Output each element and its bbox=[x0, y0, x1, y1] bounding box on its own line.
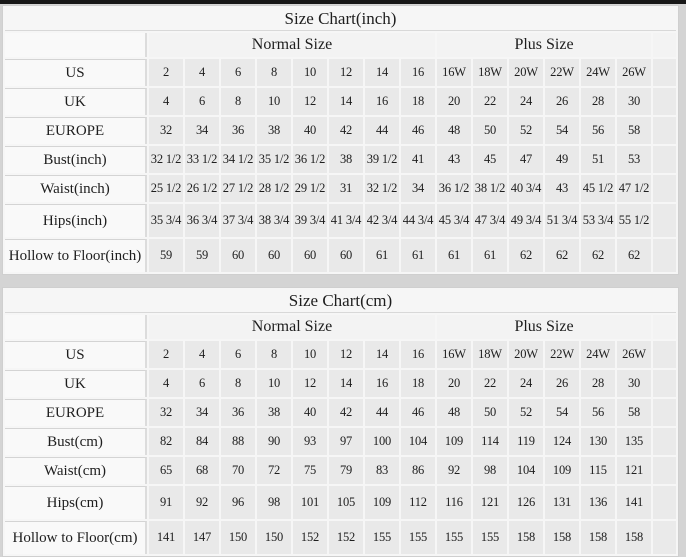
cell-value: 12 bbox=[329, 341, 363, 368]
corner-cell bbox=[5, 33, 147, 57]
cell-value: 56 bbox=[581, 399, 615, 426]
cell-value: 75 bbox=[293, 457, 327, 484]
cell-value: 97 bbox=[329, 428, 363, 455]
cell-value: 52 bbox=[509, 399, 543, 426]
cell-value: 100 bbox=[365, 428, 399, 455]
filler-cell bbox=[653, 428, 676, 455]
cell-value: 2 bbox=[149, 59, 183, 86]
filler-cell bbox=[653, 175, 676, 202]
cell-value: 92 bbox=[185, 486, 219, 519]
cell-value: 59 bbox=[185, 239, 219, 272]
cell-value: 158 bbox=[617, 521, 651, 554]
cell-value: 62 bbox=[545, 239, 579, 272]
cell-value: 98 bbox=[257, 486, 291, 519]
cell-value: 50 bbox=[473, 117, 507, 144]
group-header-row bbox=[5, 315, 676, 339]
cell-value: 10 bbox=[257, 370, 291, 397]
cell-value: 51 bbox=[581, 146, 615, 173]
cell-value: 36 1/2 bbox=[437, 175, 471, 202]
cell-value: 101 bbox=[293, 486, 327, 519]
cell-value: 38 bbox=[257, 117, 291, 144]
cell-value: 26W bbox=[617, 341, 651, 368]
cell-value: 61 bbox=[437, 239, 471, 272]
cell-value: 112 bbox=[401, 486, 435, 519]
cell-value: 16W bbox=[437, 341, 471, 368]
cell-value: 61 bbox=[473, 239, 507, 272]
cell-value: 33 1/2 bbox=[185, 146, 219, 173]
cell-value: 152 bbox=[293, 521, 327, 554]
cell-value: 49 bbox=[545, 146, 579, 173]
group-header-row bbox=[5, 33, 676, 57]
filler-cell bbox=[653, 33, 676, 57]
filler-cell bbox=[653, 146, 676, 173]
cell-value: 60 bbox=[257, 239, 291, 272]
cell-value: 20W bbox=[509, 341, 543, 368]
cell-value: 62 bbox=[509, 239, 543, 272]
cell-value: 155 bbox=[365, 521, 399, 554]
row-label: EUROPE bbox=[5, 117, 147, 144]
table-row bbox=[5, 204, 676, 237]
table-row bbox=[5, 370, 676, 397]
cell-value: 44 bbox=[365, 399, 399, 426]
cell-value: 56 bbox=[581, 117, 615, 144]
cell-value: 4 bbox=[149, 370, 183, 397]
cell-value: 29 1/2 bbox=[293, 175, 327, 202]
table-row bbox=[5, 428, 676, 455]
table-row bbox=[5, 521, 676, 554]
cell-value: 83 bbox=[365, 457, 399, 484]
table-row bbox=[5, 175, 676, 202]
table-row bbox=[5, 486, 676, 519]
table-title: Size Chart(inch) bbox=[5, 8, 676, 31]
cell-value: 2 bbox=[149, 341, 183, 368]
cell-value: 10 bbox=[293, 341, 327, 368]
cell-value: 10 bbox=[257, 88, 291, 115]
cell-value: 52 bbox=[509, 117, 543, 144]
cell-value: 50 bbox=[473, 399, 507, 426]
cell-value: 61 bbox=[401, 239, 435, 272]
cell-value: 16 bbox=[365, 88, 399, 115]
cell-value: 152 bbox=[329, 521, 363, 554]
cell-value: 114 bbox=[473, 428, 507, 455]
cell-value: 14 bbox=[365, 59, 399, 86]
normal-size-header: Normal Size bbox=[149, 33, 435, 57]
row-label: UK bbox=[5, 88, 147, 115]
cell-value: 47 1/2 bbox=[617, 175, 651, 202]
row-label: Hollow to Floor(inch) bbox=[5, 239, 147, 272]
row-label: Hollow to Floor(cm) bbox=[5, 521, 147, 554]
cell-value: 32 1/2 bbox=[365, 175, 399, 202]
cell-value: 126 bbox=[509, 486, 543, 519]
normal-size-header: Normal Size bbox=[149, 315, 435, 339]
cell-value: 35 3/4 bbox=[149, 204, 183, 237]
cell-value: 30 bbox=[617, 88, 651, 115]
cell-value: 119 bbox=[509, 428, 543, 455]
cell-value: 40 3/4 bbox=[509, 175, 543, 202]
filler-cell bbox=[653, 204, 676, 237]
cell-value: 104 bbox=[401, 428, 435, 455]
corner-cell bbox=[5, 315, 147, 339]
cell-value: 16W bbox=[437, 59, 471, 86]
cell-value: 34 bbox=[185, 399, 219, 426]
size-chart-cm-table bbox=[2, 287, 679, 557]
cell-value: 46 bbox=[401, 117, 435, 144]
cell-value: 4 bbox=[185, 341, 219, 368]
cell-value: 36 bbox=[221, 117, 255, 144]
cell-value: 26 1/2 bbox=[185, 175, 219, 202]
filler-cell bbox=[653, 239, 676, 272]
cell-value: 18W bbox=[473, 341, 507, 368]
table-row bbox=[5, 341, 676, 368]
filler-cell bbox=[653, 370, 676, 397]
cell-value: 79 bbox=[329, 457, 363, 484]
row-label: Hips(cm) bbox=[5, 486, 147, 519]
cell-value: 54 bbox=[545, 117, 579, 144]
size-charts-container bbox=[0, 4, 686, 557]
table-body bbox=[5, 341, 676, 554]
table-row bbox=[5, 59, 676, 86]
cell-value: 16 bbox=[401, 341, 435, 368]
cell-value: 109 bbox=[365, 486, 399, 519]
cell-value: 4 bbox=[185, 59, 219, 86]
cell-value: 27 1/2 bbox=[221, 175, 255, 202]
cell-value: 44 bbox=[365, 117, 399, 144]
cell-value: 34 bbox=[185, 117, 219, 144]
cell-value: 131 bbox=[545, 486, 579, 519]
cell-value: 24W bbox=[581, 59, 615, 86]
cell-value: 155 bbox=[437, 521, 471, 554]
cell-value: 14 bbox=[329, 88, 363, 115]
cell-value: 62 bbox=[617, 239, 651, 272]
title-row bbox=[5, 290, 676, 313]
cell-value: 20 bbox=[437, 88, 471, 115]
cell-value: 12 bbox=[329, 59, 363, 86]
table-row bbox=[5, 399, 676, 426]
cell-value: 41 bbox=[401, 146, 435, 173]
cell-value: 38 bbox=[257, 399, 291, 426]
filler-cell bbox=[653, 341, 676, 368]
title-row bbox=[5, 8, 676, 31]
row-label: UK bbox=[5, 370, 147, 397]
cell-value: 28 bbox=[581, 370, 615, 397]
row-label: US bbox=[5, 341, 147, 368]
cell-value: 10 bbox=[293, 59, 327, 86]
cell-value: 6 bbox=[221, 341, 255, 368]
cell-value: 36 1/2 bbox=[293, 146, 327, 173]
cell-value: 26W bbox=[617, 59, 651, 86]
cell-value: 55 1/2 bbox=[617, 204, 651, 237]
filler-cell bbox=[653, 117, 676, 144]
table-row bbox=[5, 239, 676, 272]
cell-value: 82 bbox=[149, 428, 183, 455]
cell-value: 61 bbox=[365, 239, 399, 272]
cell-value: 150 bbox=[257, 521, 291, 554]
cell-value: 32 bbox=[149, 117, 183, 144]
row-label: Hips(inch) bbox=[5, 204, 147, 237]
cell-value: 46 bbox=[401, 399, 435, 426]
cell-value: 49 3/4 bbox=[509, 204, 543, 237]
cell-value: 84 bbox=[185, 428, 219, 455]
cell-value: 130 bbox=[581, 428, 615, 455]
cell-value: 86 bbox=[401, 457, 435, 484]
cell-value: 8 bbox=[221, 370, 255, 397]
cell-value: 6 bbox=[221, 59, 255, 86]
cell-value: 43 bbox=[437, 146, 471, 173]
cell-value: 72 bbox=[257, 457, 291, 484]
cell-value: 58 bbox=[617, 117, 651, 144]
filler-cell bbox=[653, 399, 676, 426]
cell-value: 53 bbox=[617, 146, 651, 173]
cell-value: 22 bbox=[473, 370, 507, 397]
table-row bbox=[5, 117, 676, 144]
table-title: Size Chart(cm) bbox=[5, 290, 676, 313]
row-label: Waist(cm) bbox=[5, 457, 147, 484]
filler-cell bbox=[653, 521, 676, 554]
cell-value: 8 bbox=[257, 59, 291, 86]
cell-value: 158 bbox=[545, 521, 579, 554]
cell-value: 40 bbox=[293, 399, 327, 426]
filler-cell bbox=[653, 457, 676, 484]
cell-value: 28 bbox=[581, 88, 615, 115]
cell-value: 16 bbox=[401, 59, 435, 86]
cell-value: 14 bbox=[365, 341, 399, 368]
cell-value: 38 1/2 bbox=[473, 175, 507, 202]
cell-value: 70 bbox=[221, 457, 255, 484]
cell-value: 36 bbox=[221, 399, 255, 426]
cell-value: 43 bbox=[545, 175, 579, 202]
filler-cell bbox=[653, 88, 676, 115]
cell-value: 45 1/2 bbox=[581, 175, 615, 202]
cell-value: 62 bbox=[581, 239, 615, 272]
cell-value: 12 bbox=[293, 88, 327, 115]
table-body bbox=[5, 59, 676, 272]
cell-value: 51 3/4 bbox=[545, 204, 579, 237]
cell-value: 6 bbox=[185, 370, 219, 397]
cell-value: 22W bbox=[545, 59, 579, 86]
cell-value: 20 bbox=[437, 370, 471, 397]
cell-value: 34 bbox=[401, 175, 435, 202]
cell-value: 36 3/4 bbox=[185, 204, 219, 237]
cell-value: 47 bbox=[509, 146, 543, 173]
cell-value: 28 1/2 bbox=[257, 175, 291, 202]
cell-value: 109 bbox=[545, 457, 579, 484]
cell-value: 22 bbox=[473, 88, 507, 115]
cell-value: 90 bbox=[257, 428, 291, 455]
cell-value: 136 bbox=[581, 486, 615, 519]
plus-size-header: Plus Size bbox=[437, 315, 651, 339]
cell-value: 14 bbox=[329, 370, 363, 397]
cell-value: 34 1/2 bbox=[221, 146, 255, 173]
cell-value: 24 bbox=[509, 370, 543, 397]
cell-value: 26 bbox=[545, 370, 579, 397]
cell-value: 35 1/2 bbox=[257, 146, 291, 173]
cell-value: 18 bbox=[401, 88, 435, 115]
cell-value: 109 bbox=[437, 428, 471, 455]
cell-value: 30 bbox=[617, 370, 651, 397]
cell-value: 48 bbox=[437, 399, 471, 426]
cell-value: 42 bbox=[329, 117, 363, 144]
cell-value: 92 bbox=[437, 457, 471, 484]
cell-value: 60 bbox=[293, 239, 327, 272]
cell-value: 53 3/4 bbox=[581, 204, 615, 237]
cell-value: 12 bbox=[293, 370, 327, 397]
cell-value: 54 bbox=[545, 399, 579, 426]
row-label: Waist(inch) bbox=[5, 175, 147, 202]
cell-value: 18 bbox=[401, 370, 435, 397]
cell-value: 155 bbox=[401, 521, 435, 554]
table-row bbox=[5, 146, 676, 173]
cell-value: 58 bbox=[617, 399, 651, 426]
cell-value: 91 bbox=[149, 486, 183, 519]
cell-value: 26 bbox=[545, 88, 579, 115]
cell-value: 105 bbox=[329, 486, 363, 519]
table-row bbox=[5, 457, 676, 484]
cell-value: 60 bbox=[329, 239, 363, 272]
cell-value: 16 bbox=[365, 370, 399, 397]
cell-value: 155 bbox=[473, 521, 507, 554]
cell-value: 135 bbox=[617, 428, 651, 455]
cell-value: 48 bbox=[437, 117, 471, 144]
cell-value: 38 bbox=[329, 146, 363, 173]
plus-size-header: Plus Size bbox=[437, 33, 651, 57]
cell-value: 104 bbox=[509, 457, 543, 484]
cell-value: 6 bbox=[185, 88, 219, 115]
cell-value: 116 bbox=[437, 486, 471, 519]
cell-value: 115 bbox=[581, 457, 615, 484]
cell-value: 32 bbox=[149, 399, 183, 426]
cell-value: 158 bbox=[509, 521, 543, 554]
row-label: US bbox=[5, 59, 147, 86]
cell-value: 60 bbox=[221, 239, 255, 272]
cell-value: 4 bbox=[149, 88, 183, 115]
cell-value: 42 3/4 bbox=[365, 204, 399, 237]
cell-value: 121 bbox=[473, 486, 507, 519]
cell-value: 158 bbox=[581, 521, 615, 554]
cell-value: 68 bbox=[185, 457, 219, 484]
cell-value: 22W bbox=[545, 341, 579, 368]
cell-value: 59 bbox=[149, 239, 183, 272]
cell-value: 45 bbox=[473, 146, 507, 173]
filler-cell bbox=[653, 59, 676, 86]
row-label: EUROPE bbox=[5, 399, 147, 426]
size-chart-inch-table bbox=[2, 5, 679, 275]
cell-value: 32 1/2 bbox=[149, 146, 183, 173]
cell-value: 44 3/4 bbox=[401, 204, 435, 237]
cell-value: 96 bbox=[221, 486, 255, 519]
cell-value: 39 1/2 bbox=[365, 146, 399, 173]
row-label: Bust(cm) bbox=[5, 428, 147, 455]
cell-value: 20W bbox=[509, 59, 543, 86]
cell-value: 38 3/4 bbox=[257, 204, 291, 237]
cell-value: 39 3/4 bbox=[293, 204, 327, 237]
cell-value: 25 1/2 bbox=[149, 175, 183, 202]
cell-value: 124 bbox=[545, 428, 579, 455]
cell-value: 18W bbox=[473, 59, 507, 86]
cell-value: 88 bbox=[221, 428, 255, 455]
cell-value: 37 3/4 bbox=[221, 204, 255, 237]
cell-value: 93 bbox=[293, 428, 327, 455]
cell-value: 40 bbox=[293, 117, 327, 144]
cell-value: 141 bbox=[149, 521, 183, 554]
table-row bbox=[5, 88, 676, 115]
cell-value: 47 3/4 bbox=[473, 204, 507, 237]
cell-value: 8 bbox=[257, 341, 291, 368]
cell-value: 45 3/4 bbox=[437, 204, 471, 237]
cell-value: 65 bbox=[149, 457, 183, 484]
cell-value: 31 bbox=[329, 175, 363, 202]
cell-value: 150 bbox=[221, 521, 255, 554]
filler-cell bbox=[653, 315, 676, 339]
cell-value: 41 3/4 bbox=[329, 204, 363, 237]
cell-value: 147 bbox=[185, 521, 219, 554]
filler-cell bbox=[653, 486, 676, 519]
cell-value: 42 bbox=[329, 399, 363, 426]
cell-value: 8 bbox=[221, 88, 255, 115]
cell-value: 141 bbox=[617, 486, 651, 519]
cell-value: 121 bbox=[617, 457, 651, 484]
row-label: Bust(inch) bbox=[5, 146, 147, 173]
cell-value: 24W bbox=[581, 341, 615, 368]
cell-value: 24 bbox=[509, 88, 543, 115]
cell-value: 98 bbox=[473, 457, 507, 484]
